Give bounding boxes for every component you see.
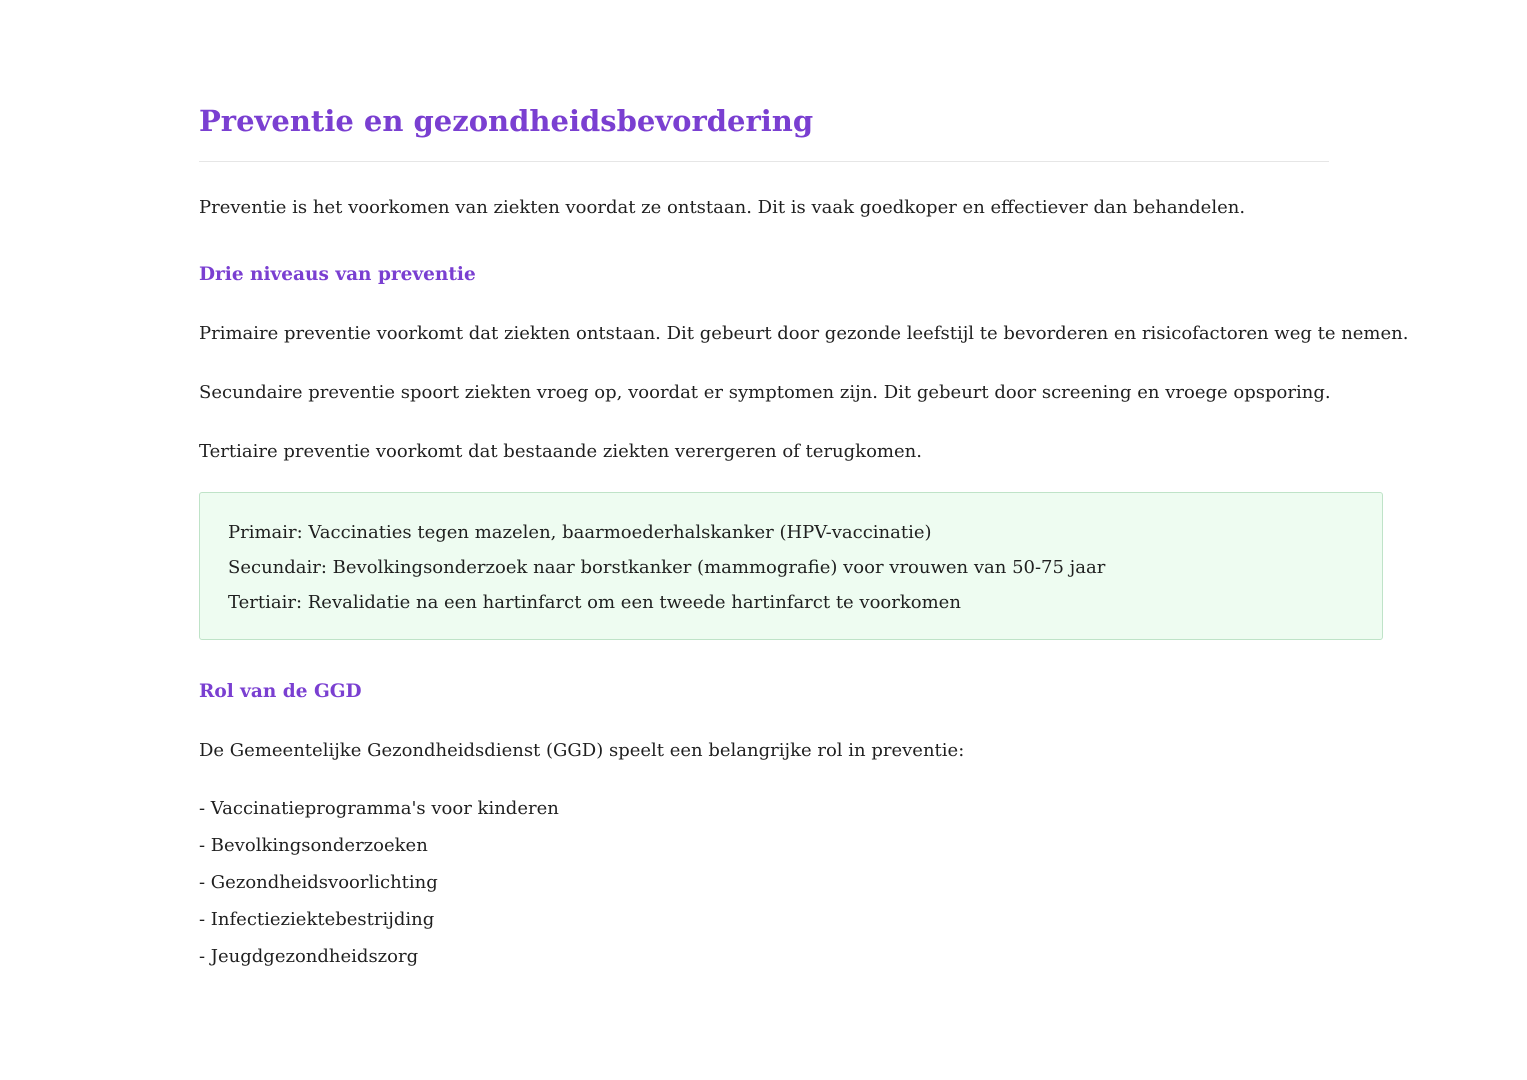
paragraph-secondary: Secundaire preventie spoort ziekten vroeg op, voordat er symptomen zijn. Dit gebeurt door screening en vroege opsporing. [199,382,1331,403]
section-heading-ggd: Rol van de GGD [199,681,362,702]
paragraph-tertiary: Tertiaire preventie voorkomt dat bestaande ziekten verergeren of terugkomen. [199,441,922,462]
list-item: - Infectieziektebestrijding [199,909,435,930]
list-item: - Gezondheidsvoorlichting [199,872,438,893]
example-tertiary: Tertiair: Revalidatie na een hartinfarct om een tweede hartinfarct te voorkomen [228,592,961,613]
paragraph-primary: Primaire preventie voorkomt dat ziekten ontstaan. Dit gebeurt door gezonde leefstijl te bevorderen en risicofactoren weg te nemen. [199,323,1409,344]
examples-box [199,492,1383,640]
example-secondary: Secundair: Bevolkingsonderzoek naar borstkanker (mammografie) voor vrouwen van 50-75 jaar [228,557,1106,578]
ggd-intro-paragraph: De Gemeentelijke Gezondheidsdienst (GGD) speelt een belangrijke rol in preventie: [199,740,965,761]
list-item: - Jeugdgezondheidszorg [199,946,419,967]
example-primary: Primair: Vaccinaties tegen mazelen, baarmoederhalskanker (HPV-vaccinatie) [228,522,932,543]
list-item: - Vaccinatieprogramma's voor kinderen [199,798,559,819]
section-heading-levels: Drie niveaus van preventie [199,264,476,285]
title-divider [199,161,1329,162]
list-item: - Bevolkingsonderzoeken [199,835,428,856]
page-title: Preventie en gezondheidsbevordering [199,104,814,138]
intro-paragraph: Preventie is het voorkomen van ziekten voordat ze ontstaan. Dit is vaak goedkoper en effectiever dan behandelen. [199,197,1246,218]
